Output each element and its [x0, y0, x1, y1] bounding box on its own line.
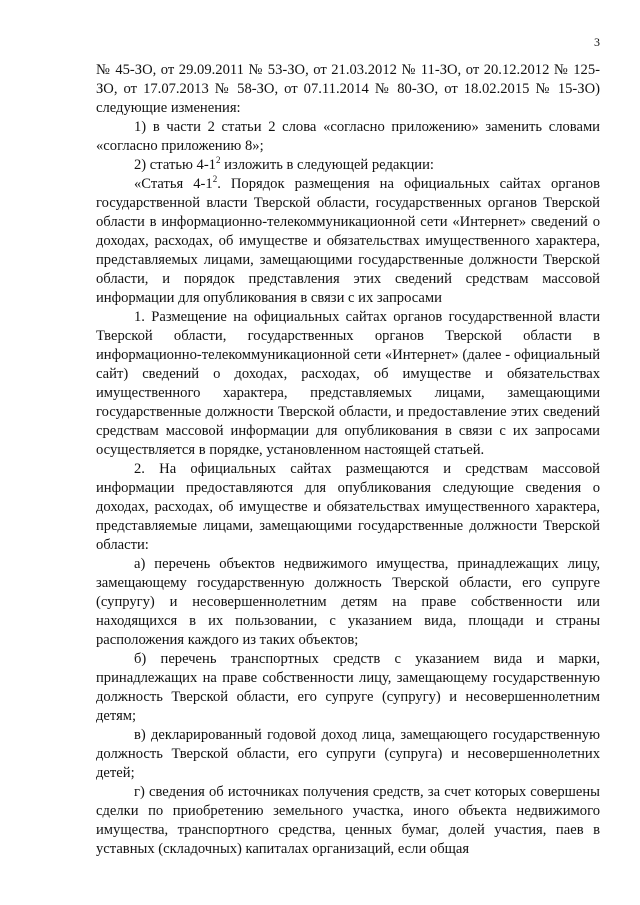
superscript: 2 [212, 174, 218, 185]
document-body [96, 61, 600, 859]
amendment-item-2-text: 2) статью 4-1 [134, 157, 216, 173]
article-paragraph-1: 1. Размещение на официальных сайтах органов государственной власти Тверской области, государственных органов Тверской области в информационно-телекоммуникационной сети «Интернет» (далее - официальный сайт) сведений о доходах, расходах, об имуществе и обязательствах имущественного характера, представляемых лицами, замещающими государственные должности Тверской области, и предоставление этих сведений средствам массовой информации для опубликования в связи с их запросами осуществляется в порядке, установленном настоящей статьей. [96, 309, 600, 458]
amendment-reference-paragraph: № 45-ЗО, от 29.09.2011 № 53-ЗО, от 21.03.2012 № 11-ЗО, от 20.12.2012 № 125-ЗО, от 17.07.2013 № 58-ЗО, от 07.11.2014 № 80-ЗО, от 18.02.2015 № 15-ЗО) следующие изменения: [96, 62, 600, 116]
amendment-item-1: 1) в части 2 статьи 2 слова «согласно приложению» заменить словами «согласно приложению 8»; [96, 119, 600, 154]
article-subitem-a: а) перечень объектов недвижимого имущества, принадлежащих лицу, замещающему государственную должность Тверской области, его супруге (супругу) и несовершеннолетним детям на праве собственности или находящихся в их пользовании, с указанием вида, площади и страны расположения каждого из таких объектов; [96, 556, 600, 648]
article-paragraph-2: 2. На официальных сайтах размещаются и средствам массовой информации предоставляются для опубликования следующие сведения о доходах, расходах, об имуществе и обязательствах имущественного характера, представляемые лицами, замещающими государственные должности Тверской области: [96, 461, 600, 553]
amendment-item-2-text-end: изложить в следующей редакции: [220, 157, 434, 173]
article-title-start: «Статья 4-1 [134, 176, 213, 192]
page-number: 3 [594, 35, 600, 49]
article-title-text: . Порядок размещения на официальных сайтах органов государственной власти Тверской области, государственных органов Тверской области в информационно-телекоммуникационной сети «Интернет» сведений о доходах, расходах, об имуществе и обязательствах имущественного характера, представляемых лицами, замещающими государственные должности Тверской области, и порядок представления этих сведений средствам массовой информации для опубликования в связи с их запросами [96, 176, 600, 306]
article-subitem-b: б) перечень транспортных средств с указанием вида и марки, принадлежащих на праве собственности лицу, замещающему государственную должность Тверской области, его супруге (супругу) и несовершеннолетним детям; [96, 651, 600, 724]
article-subitem-v: в) декларированный годовой доход лица, замещающего государственную должность Тверской области, его супруги (супруга) и несовершеннолетних детей; [96, 727, 600, 781]
article-subitem-g: г) сведения об источниках получения средств, за счет которых совершены сделки по приобретению земельного участка, иного объекта недвижимого имущества, транспортного средства, ценных бумаг, долей участия, паев в уставных (складочных) капиталах организаций, если общая [96, 784, 600, 857]
superscript: 2 [215, 155, 221, 166]
amendment-item-2 [96, 156, 600, 175]
article-title [96, 175, 600, 308]
